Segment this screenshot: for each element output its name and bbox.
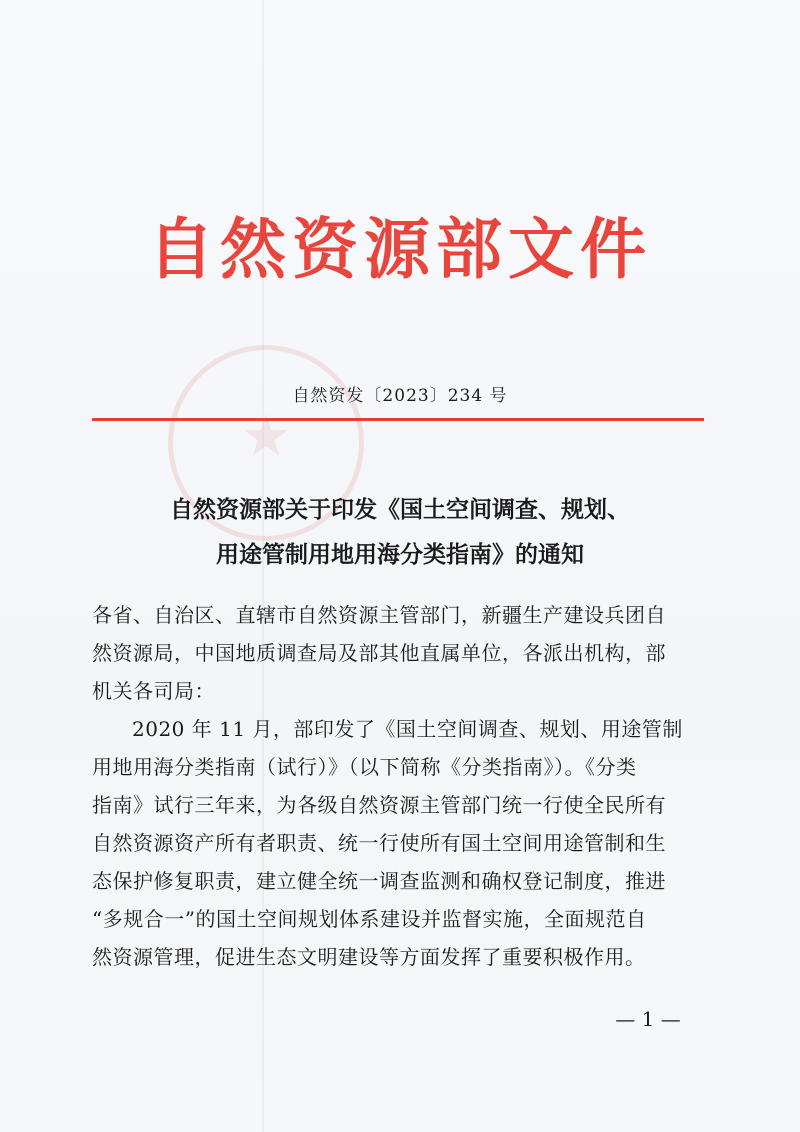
document-number: 自然资发〔2023〕234 号 [292, 386, 508, 406]
paragraph-line: 用地用海分类指南（试行）》（以下简称《分类指南》）。《分类 [92, 755, 637, 779]
notice-title [0, 488, 800, 578]
notice-title-line: 用途管制用地用海分类指南》的通知 [216, 542, 584, 568]
paragraph-line: 然资源管理，促进生态文明建设等方面发挥了重要积极作用。 [92, 945, 646, 969]
salutation-line: 各省、自治区、直辖市自然资源主管部门，新疆生产建设兵团自 [92, 603, 666, 627]
issuer-header-title: 自然资源部文件 [148, 211, 652, 288]
paragraph-line: 态保护修复职责，建立健全统一调查监测和确权登记制度，推进 [92, 869, 666, 893]
red-separator-line [92, 418, 704, 421]
salutation-line: 然资源局，中国地质调查局及部其他直属单位，各派出机构，部 [92, 641, 666, 665]
paragraph-line: 自然资源资产所有者职责、统一行使所有国土空间用途管制和生 [92, 831, 666, 855]
paragraph-line: “多规合一”的国土空间规划体系建设并监督实施，全面规范自 [92, 907, 647, 931]
paragraph-line: 2020 年 11 月，部印发了《国土空间调查、规划、用途管制 [132, 717, 683, 741]
body-text [92, 596, 708, 976]
page-number: — 1 — [615, 1007, 681, 1031]
notice-title-line: 自然资源部关于印发《国土空间调查、规划、 [170, 497, 630, 523]
salutation-line: 机关各司局： [92, 679, 215, 703]
paragraph-line: 指南》试行三年来，为各级自然资源主管部门统一行使全民所有 [92, 793, 666, 817]
